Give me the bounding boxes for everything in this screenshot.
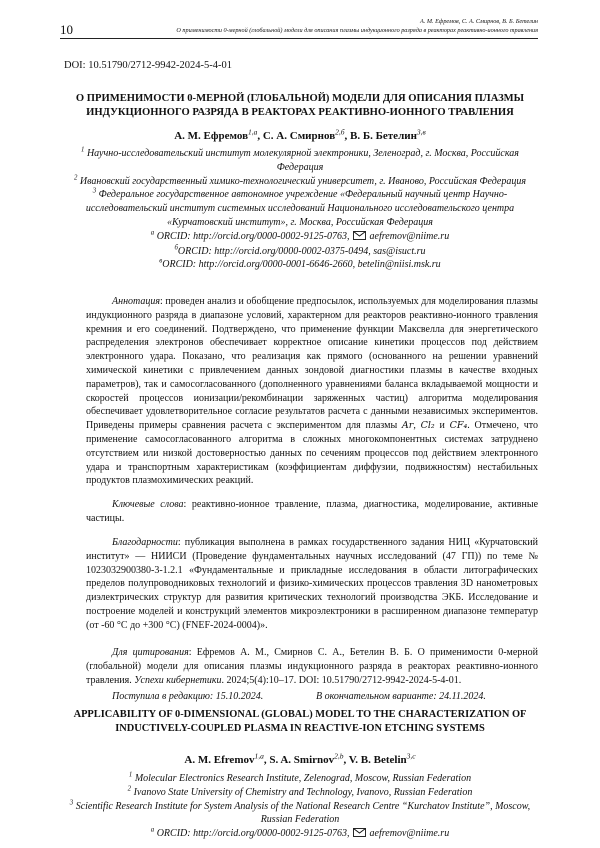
citation: Для цитирования: Ефремов А. М., Смирнов С. А., Бетелин В. Б. О применимости 0-мерной (глобальной) модели для описания плазмы индукционного разряда в реакторах реактивно-ионного травления. Успехи кибернетики. 2024;5(4):10–17. DOI: 10.51790/2712-9942-2024-5-4-01. <box>86 647 538 686</box>
running-title: О применимости 0-мерной (глобальной) модели для описания плазмы индукционного разряда в реакторах реактивно-ионного травления <box>176 26 538 34</box>
keywords-label: Ключевые слова <box>112 499 184 510</box>
en-affiliation-1: $^1$ Molecular Electronics Research Institute, Zelenograd, Moscow, Russian Federation <box>128 771 472 784</box>
author-sup: 3,в <box>416 127 426 137</box>
english-title: APPLICABILITY OF 0-DIMENSIONAL (GLOBAL) MODEL TO THE CHARACTERIZATION OF INDUCTIVELY-COUPLED PLASMA IN REACTIVE-ION ETCHING SYSTEMS <box>73 709 527 734</box>
author-sup: 2,б <box>335 127 345 137</box>
orcid-a: $^а$ ORCID: http://orcid.org/0000-0002-9125-0763, aefremov@niime.ru <box>62 230 538 245</box>
author: В. Б. Бетелин <box>350 130 417 142</box>
page-number: 10 <box>60 22 73 37</box>
affiliations <box>62 147 538 272</box>
author-sup: 1,a <box>254 751 264 761</box>
abstract: Аннотация: проведен анализ и обобщение предпосылок, используемых для моделирования плазмы индукционного разряда в диапазоне условий, характерном для реакторов реактивно-ионного травления кремния и его соединений. Подтверждено, что применение функции Максвелла для энергетического распределения электронов обеспечивает корректное описание кинетики процессов под действием электронного удара. Показано, что реализация как прямого (основанного на решении уравнений химической кинетики с привлечением данных зондовой диагностики плазмы в качестве входных параметров), так и самосогласованного (дополненного уравнениями баланса вкладываемой мощности и скоростей процессов ионизации/рекомбинации заряженных частиц) алгоритма моделирования обеспечивает удовлетворительное согласие результатов расчета с данными независимых экспериментов. Приведены примеры сравнения расчета с экспериментом для плазмы Ar, Cl₂ и CF₄. Отмечено, что применение самосогласованного алгоритма в сложных многокомпонентных системах затруднено отсутствием или низкой достоверностью данных по сечениям процессов под действием электронного удара и транспортным характеристикам (коэффициентам диффузии, подвижностям) нестабильных продуктов плазмохимических реакций. <box>86 296 539 487</box>
en-affiliation-2: $^2$ Ivanovo State University of Chemistry and Technology, Ivanovo, Russian Federation <box>127 785 473 798</box>
author: A. M. Efremov <box>184 754 255 766</box>
envelope-icon <box>353 231 366 245</box>
author-sup: 3,c <box>406 751 416 761</box>
en-affiliation-3: $^3$ Scientific Research Institute for System Analysis of the National Research Centre “Kurchatov Institute”, Moscow, Russian Federation <box>69 799 531 826</box>
author-sup: 2,b <box>334 751 344 761</box>
article-title: О ПРИМЕНИМОСТИ 0-МЕРНОЙ (ГЛОБАЛЬНОЙ) МОДЕЛИ ДЛЯ ОПИСАНИЯ ПЛАЗМЫ ИНДУКЦИОННОГО РАЗРЯДА В РЕАКТОРАХ РЕАКТИВНО-ИОННОГО ТРАВЛЕНИЯ <box>75 93 525 118</box>
author: S. A. Smirnov <box>269 754 335 766</box>
orcid-b: $^б$ORCID: http://orcid.org/0000-0002-0375-0494, sas@isuct.ru <box>174 244 426 257</box>
envelope-icon <box>353 828 366 842</box>
doi: DOI: 10.51790/2712-9942-2024-5-4-01 <box>64 60 232 71</box>
journal-name: Успехи кибернетики <box>134 674 222 686</box>
formula-cf4: CF₄ <box>449 420 468 432</box>
en-orcid-a: $^a$ ORCID: http://orcid.org/0000-0002-9125-0763, aefremov@niime.ru <box>62 827 538 842</box>
keywords: Ключевые слова: реактивно-ионное травление, плазма, диагностика, моделирование, активные частицы. <box>86 499 539 524</box>
header-rule <box>60 38 538 39</box>
orcid-c: $^в$ORCID: http://orcid.org/0000-0001-6646-2660, betelin@niisi.msk.ru <box>159 258 441 271</box>
email-a[interactable]: aefremov@niime.ru <box>369 230 450 242</box>
author-list: А. М. Ефремов$^{1,а}$, С. А. Смирнов$^{2,б}$, В. Б. Бетелин$^{3,в}$ <box>174 127 426 142</box>
author: А. М. Ефремов <box>174 130 249 142</box>
author-sup: 1,а <box>248 127 258 137</box>
final-date: В окончательном варианте: 24.11.2024. <box>316 691 486 702</box>
acknowledgements-label: Благодарности <box>112 537 178 548</box>
formula-cl2: Cl₂ <box>420 420 435 432</box>
citation-label: Для цитирования <box>112 647 189 658</box>
author: С. А. Смирнов <box>262 130 336 142</box>
running-authors: А. М. Ефремов, С. А. Смирнов, В. Б. Бетелин <box>420 18 538 25</box>
acknowledgements: Благодарности: публикация выполнена в рамках государственного задания НИЦ «Курчатовский институт» — НИИСИ (Проведение фундаментальных научных исследований (47 ГП)) по теме № 1023032900380-3-1.2.1 «Фундаментальные и прикладные исследования в области литографических пределов полупроводниковых технологий и физико-химических процессов травления 3D нанометровых диэлектрических структур для развития критических технологий производства ЭКБ. Исследование и построение моделей и конструкций элементов микроэлектроники в расширенном диапазоне температур (от -60 °С до +300 °С) (FNEF-2024-0004)». <box>86 537 538 631</box>
affiliation-3: $^3$ Федеральное государственное автономное учреждение «Федеральный научный центр Научно-исследовательский институт системных исследований Национального исследовательского центра «Курчатовский институт», г. Москва, Российская Федерация <box>85 188 515 228</box>
abstract-label: Аннотация <box>112 296 161 307</box>
english-author-list: A. M. Efremov$^{1,a}$, S. A. Smirnov$^{2,b}$, V. B. Betelin$^{3,c}$ <box>184 751 416 766</box>
author: V. B. Betelin <box>348 754 407 766</box>
received-date: Поступила в редакцию: 15.10.2024. <box>112 691 264 702</box>
affiliation-1: $^1$ Научно-исследовательский институт молекулярной электроники, Зеленоград, г. Москва, Российская Федерация <box>81 146 519 173</box>
running-header <box>100 18 538 36</box>
en-email-a[interactable]: aefremov@niime.ru <box>369 828 450 840</box>
formula-ar: Ar <box>401 420 414 432</box>
english-affiliations <box>62 772 538 842</box>
affiliation-2: $^2$ Ивановский государственный химико-технологический университет, г. Иваново, Российская Федерация <box>74 174 526 187</box>
